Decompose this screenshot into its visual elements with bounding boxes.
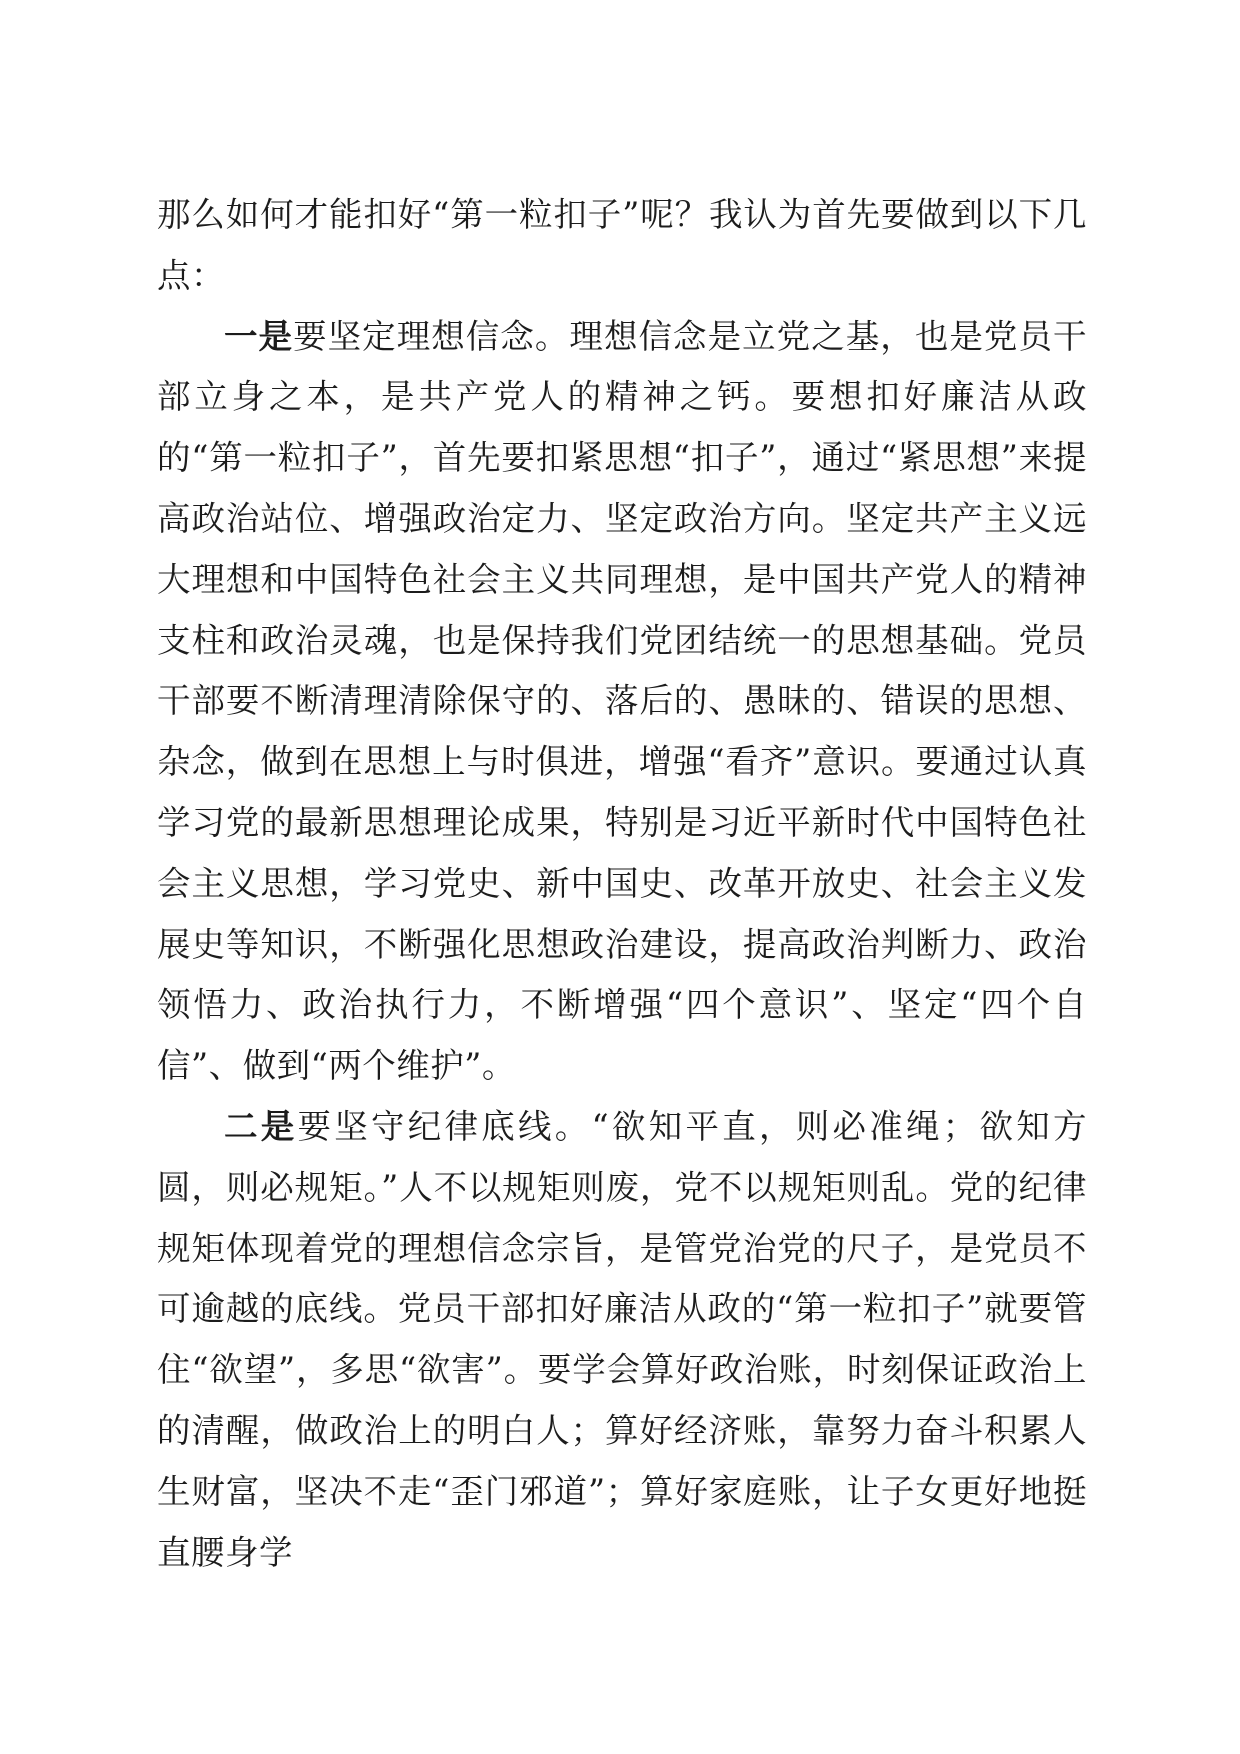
paragraph-point-two-text: 要坚守纪律底线。“欲知平直，则必准绳；欲知方圆，则必规矩。”人不以规矩则废，党不以规矩则乱。党的纪律规矩体现着党的理想信念宗旨，是管党治党的尺子，是党员不可逾越的底线。党员干部扣好廉洁从政的“第一粒扣子”就要管住“欲望”，多思“欲害”。要学会算好政治账，时刻保证政治上的清醒，做政治上的明白人；算好经济账，靠努力奋斗积累人生财富，坚决不走“歪门邪道”；算好家庭账，让子女更好地挺直腰身学 — [157, 1106, 1087, 1572]
paragraph-intro — [157, 185, 1087, 307]
paragraph-point-two-lead: 二是 — [224, 1106, 298, 1146]
paragraph-point-one-lead: 一是 — [224, 316, 294, 356]
paragraph-intro-text: 那么如何才能扣好“第一粒扣子”呢？我认为首先要做到以下几点： — [157, 195, 1087, 295]
paragraph-point-one-text: 要坚定理想信念。理想信念是立党之基，也是党员干部立身之本，是共产党人的精神之钙。要想扣好廉洁从政的“第一粒扣子”，首先要扣紧思想“扣子”，通过“紧思想”来提高政治站位、增强政治定力、坚定政治方向。坚定共产主义远大理想和中国特色社会主义共同理想，是中国共产党人的精神支柱和政治灵魂，也是保持我们党团结统一的思想基础。党员干部要不断清理清除保守的、落后的、愚昧的、错误的思想、杂念，做到在思想上与时俱进，增强“看齐”意识。要通过认真学习党的最新思想理论成果，特别是习近平新时代中国特色社会主义思想，学习党史、新中国史、改革开放史、社会主义发展史等知识，不断强化思想政治建设，提高政治判断力、政治领悟力、政治执行力，不断增强“四个意识”、坚定“四个自信”、做到“两个维护”。 — [157, 316, 1088, 1086]
paragraph-point-two — [157, 1097, 1087, 1583]
document-body — [157, 185, 1087, 1583]
paragraph-point-one — [157, 307, 1087, 1097]
